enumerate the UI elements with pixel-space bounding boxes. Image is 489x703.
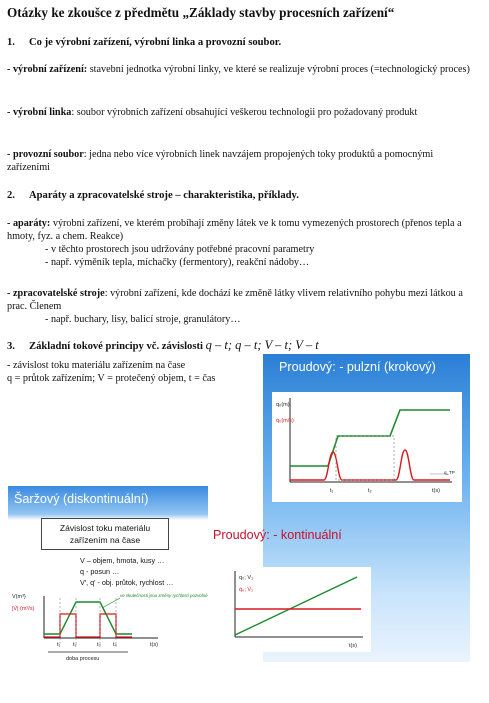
batch-t2: t₂ <box>73 642 77 648</box>
batch-chart <box>8 588 208 664</box>
q2-number: 2. <box>7 190 15 201</box>
q2-sub-2: - např. výměník tepla, míchačky (fermentory), reakční nádoby… <box>45 257 310 268</box>
q1-term-1: - výrobní zařízení: <box>7 64 88 75</box>
q2-paragraph-1 <box>7 217 477 269</box>
pulse-taxis: t(s) <box>432 488 440 494</box>
q3-line-1: - závislost toku materiálu zařízením na čase <box>7 360 186 371</box>
q1-heading-text: Co je výrobní zařízení, výrobní linka a provozní soubor. <box>29 37 282 48</box>
q1-term-3: - provozní soubor <box>7 149 84 160</box>
q3-number: 3. <box>7 341 15 352</box>
q1-term-2: - výrobní linka <box>7 107 72 118</box>
batch-note: ve skutečnosti jsou změny rychlostí pozvolné <box>120 593 208 598</box>
q2-term-2: - zpracovatelské stroje <box>7 288 105 299</box>
batch-box-line-2: zařízením na čase <box>69 535 141 545</box>
q1-paragraph-2 <box>7 106 477 119</box>
continuous-chart <box>213 567 371 652</box>
q1-paragraph-1 <box>7 63 477 76</box>
q2-sub-3: - např. buchary, lisy, balicí stroje, granulátory… <box>45 314 241 325</box>
q1-number: 1. <box>7 37 15 48</box>
continuous-title: Proudový: - kontinuální <box>213 528 342 542</box>
batch-legend <box>80 555 173 588</box>
q1-paragraph-3 <box>7 148 477 174</box>
pulse-title: Proudový: - pulzní (krokový) <box>279 360 436 374</box>
pulse-t2: t₂ <box>368 488 372 494</box>
pulse-chart <box>272 392 462 502</box>
continuous-ylabel-1: q₀; V₁ <box>239 575 253 581</box>
continuous-ylabel-2: q̇₀; V̇₁ <box>239 587 253 593</box>
flow-principles-panel <box>213 354 470 662</box>
q3-heading-text: Základní tokové principy vč. závislosti <box>29 341 203 352</box>
batch-ylabel-1: V(m³) <box>12 594 26 600</box>
batch-ylabel-2: |V̇| (m³/s) <box>12 606 35 612</box>
q2-paragraph-2 <box>7 287 477 326</box>
q2-heading-text: Aparáty a zpracovatelské stroje – charakteristika, příklady. <box>29 190 299 201</box>
batch-legend-2: q - posun … <box>80 567 120 576</box>
batch-box-line-1: Závislost toku materiálu <box>59 523 151 533</box>
batch-duration: doba procesu <box>66 656 100 662</box>
continuous-taxis: t(s) <box>349 643 357 649</box>
q3-heading <box>7 338 319 353</box>
page-title: Otázky ke zkoušce z předmětu „Základy stavby procesních zařízení“ <box>7 5 395 20</box>
q2-term-1: - aparáty: <box>7 218 51 229</box>
batch-panel <box>8 486 208 664</box>
batch-t1: t₁ <box>57 642 61 648</box>
q1-heading <box>7 37 281 48</box>
q2-sub-1: - v těchto prostorech jsou udržovány potřebné pracovní parametry <box>45 244 315 255</box>
pulse-tp: q_TP <box>444 470 455 475</box>
pulse-t1: t₁ <box>330 488 334 494</box>
q2-heading <box>7 190 299 201</box>
q2-text-2: : výrobní zařízení, kde dochází ke změně látky vlivem relativního pohybu mezi látkou a prac. Členem <box>7 288 463 312</box>
pulse-ylabel-2: q̇₀(m/s) <box>276 418 294 424</box>
q3-line-2: q = průtok zařízením; V = protečený objem, t = čas <box>7 373 216 384</box>
q2-text-1: výrobní zařízení, ve kterém probíhají změny látek ve k tomu vymezených prostorech (přenos tepla a hmoty, fyz. a chem. Reakce) <box>7 218 462 242</box>
q1-text-3: : jedna nebo více výrobních linek navzájem propojených toky produktů a pomocnými zařízeními <box>7 149 434 173</box>
batch-legend-3: V', q' - obj. průtok, rychlost … <box>80 578 174 587</box>
batch-taxis: t(s) <box>150 642 158 648</box>
q1-text-2: : soubor výrobních zařízení obsahující veškerou technologii pro požadovaný produkt <box>71 107 418 118</box>
batch-volume-curve <box>44 602 132 634</box>
batch-legend-1: V – objem, hmota, kusy … <box>80 556 165 565</box>
pulse-ylabel-1: q₀(m) <box>276 402 290 408</box>
batch-t4: t₄ <box>113 642 117 648</box>
q1-text-1: stavební jednotka výrobní linky, ve které se realizuje výrobní proces (=technologický proces) <box>87 64 470 75</box>
batch-title: Šaržový (diskontinuální) <box>14 492 149 506</box>
q3-math: q – t; q – t; V – t; V – t <box>205 338 319 352</box>
batch-box <box>41 518 169 550</box>
batch-t3: t₃ <box>97 642 101 648</box>
